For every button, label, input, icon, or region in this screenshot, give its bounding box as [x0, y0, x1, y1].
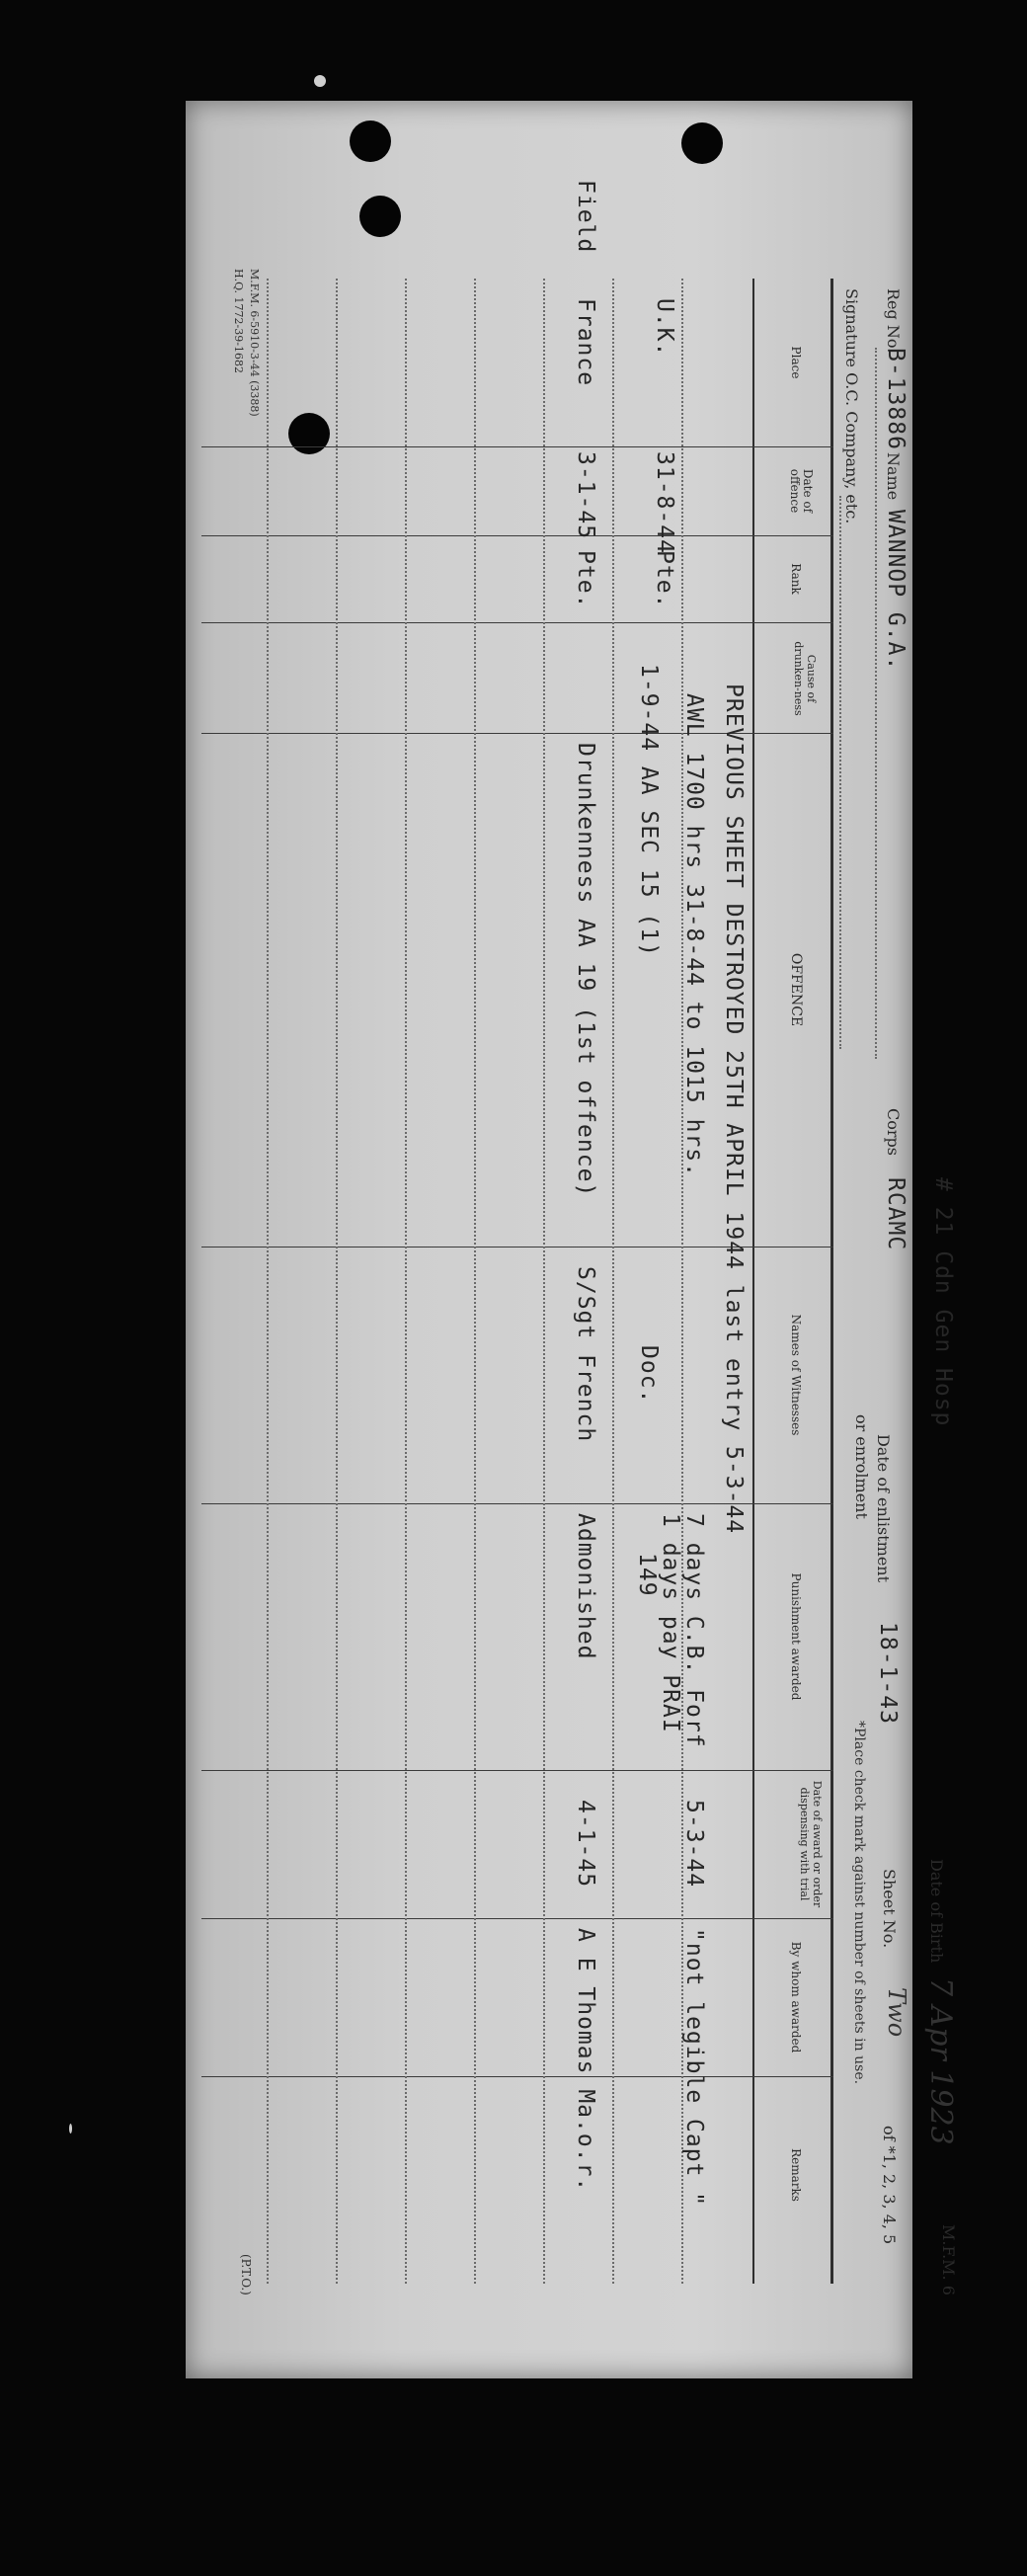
row-guide-line: [474, 279, 476, 2284]
col-header-place: Place: [789, 346, 803, 379]
sheet-note: *Place check mark against number of sheets in use.: [851, 1721, 867, 2085]
table-top-rule: [830, 279, 833, 2284]
dust-speck: [314, 75, 326, 87]
entry-1-award-date: 5-3-44: [681, 1800, 707, 1889]
column-divider: [201, 446, 833, 447]
column-divider: [201, 535, 833, 536]
conduct-sheet: [186, 101, 958, 2378]
header-bottom-rule: [752, 279, 754, 2284]
pto-label: (P.T.O.): [239, 2254, 253, 2295]
entry-2-place-a: Field: [573, 180, 598, 254]
entry-2-awarded-by: A E Thomas Ma.o.r.: [573, 1928, 598, 2193]
column-divider: [201, 2076, 833, 2077]
row-guide-line: [336, 279, 338, 2284]
entry-1-offence-line2: 1-9-44 AA SEC 15 (1): [636, 664, 662, 957]
enlistment-label-2: or enrolment: [852, 1414, 871, 1519]
dust-speck: [69, 2124, 72, 2133]
col-header-rank: Rank: [789, 563, 803, 595]
column-divider: [201, 1770, 833, 1771]
entry-2-place-b: France: [573, 298, 598, 387]
col-header-drunkenness: Cause of drunken-ness: [792, 641, 818, 716]
dob-label: Date of Birth: [927, 1859, 946, 1964]
entry-2-date: 3-1-45: [573, 451, 598, 540]
row-guide-line: [267, 279, 269, 2284]
col-header-remarks: Remarks: [789, 2148, 803, 2202]
footer-code-1: M.F.M. 6-5910-3-44 (3388): [248, 269, 261, 417]
entry-1-punishment-line1: 7 days C.B. Forf: [681, 1513, 707, 1748]
col-header-date: Date of offence: [788, 468, 815, 514]
col-header-award-date: Date of award or order dispensing with trial: [798, 1780, 824, 1908]
reg-no-value: B-13886: [883, 348, 908, 450]
col-header-punishment: Punishment awarded: [789, 1572, 803, 1701]
name-label: Name: [884, 452, 903, 501]
entry-1-rank: Pte.: [652, 550, 677, 609]
col-header-offence: OFFENCE: [788, 952, 804, 1027]
entry-2-award-date: 4-1-45: [573, 1800, 598, 1889]
column-divider: [201, 1918, 833, 1919]
col-header-witnesses: Names of Witnesses: [789, 1314, 803, 1436]
corps-label: Corps: [884, 1108, 903, 1156]
entry-1-place: U.K.: [652, 298, 677, 358]
row-guide-line: [612, 279, 614, 2284]
unit-value: # 21 Cdn Gen Hosp: [930, 1177, 956, 1427]
entry-2-offence: Drunkenness AA 19 (1st offence): [573, 743, 598, 1198]
column-divider: [201, 622, 833, 623]
signature-dotted-line: [839, 496, 841, 1049]
previous-sheet-note: PREVIOUS SHEET DESTROYED 25TH APRIL 1944 last entry 5-3-44: [721, 684, 747, 1535]
entry-1-punishment-line3: 149: [634, 1553, 660, 1597]
footer-code-2: H.Q. 1772-39-1682: [232, 269, 245, 373]
signature-label: Signature O.C. Company, etc.: [842, 288, 861, 524]
corps-value: RCAMC: [883, 1177, 908, 1251]
enlistment-date: 18-1-43: [875, 1622, 901, 1725]
soldier-name: WANNOP G.A.: [883, 510, 908, 672]
dob-handwritten: 7 Apr 1923: [923, 1977, 958, 2145]
col-header-awarded-by: By whom awarded: [789, 1941, 803, 2053]
entry-1-offence-line1: AWL 1700 hrs 31-8-44 to 1015 hrs.: [681, 693, 707, 1177]
sheet-no-label: Sheet No.: [880, 1869, 899, 1949]
row-guide-line: [543, 279, 545, 2284]
reg-no-label: Reg No.: [884, 288, 903, 354]
entry-1-awarded-by: "not legible Capt ": [681, 1928, 707, 2208]
entry-2-rank: Pte.: [573, 550, 598, 609]
sheet-no-handwritten: Two: [883, 1987, 910, 2038]
record-card: [186, 101, 958, 2378]
entry-2-witness: S/Sgt French: [573, 1266, 598, 1443]
entry-1-date: 31-8-44: [652, 451, 677, 554]
form-number: M.F.M. 6: [939, 2224, 958, 2295]
entry-1-punishment-line2: 1 days pay PRAI: [658, 1513, 683, 1733]
enlistment-label: Date of enlistment: [874, 1434, 893, 1583]
entry-2-punishment: Admonished: [573, 1513, 598, 1660]
row-guide-line: [405, 279, 407, 2284]
entry-1-witness: Doc.: [636, 1345, 662, 1405]
sheet-of-label: of *1, 2, 3, 4, 5: [880, 2126, 899, 2245]
name-dotted-line: [875, 348, 877, 1059]
